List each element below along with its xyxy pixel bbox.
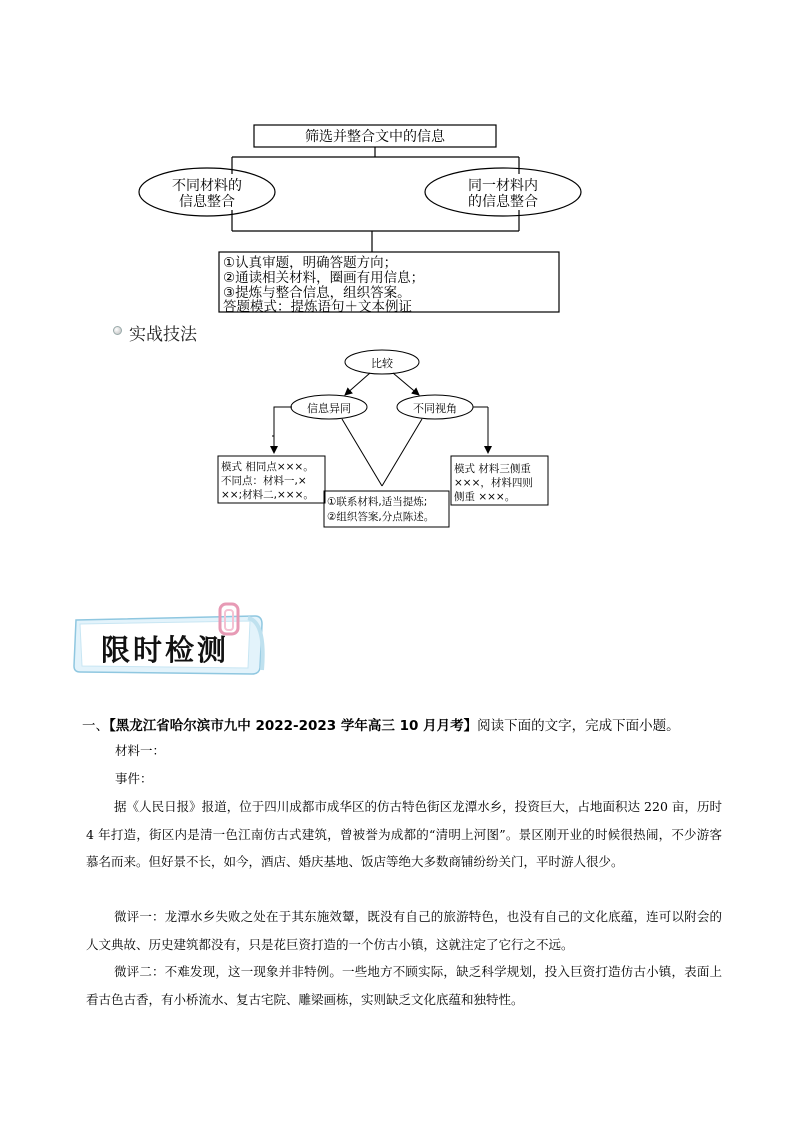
diagram2-right-box-line-1: 模式 材料三侧重 [454, 463, 531, 475]
bullet-icon [113, 326, 122, 335]
diagram1-right-text-1: 同一材料内 [468, 178, 538, 194]
diagram2-middle-box-line-2: ②组织答案,分点陈述。 [327, 511, 435, 523]
comment-two-paragraph: 微评二：不难发现，这一现象并非特例。一些地方不顾实际，缺乏科学规划，投入巨资打造仿古小镇，表面上看古色古香，有小桥流水、复古宅院、雕梁画栋，实则缺乏文化底蕴和独特性。 [86, 964, 722, 1007]
diagram1-step-2: ②通读相关材料，圈画有用信息； [223, 270, 425, 286]
diagram1-left-text-2: 信息整合 [179, 194, 235, 210]
diagram2-middle-box-line-1: ①联系材料,适当提炼; [327, 496, 428, 508]
event-label: 事件： [115, 771, 153, 786]
diagram2-left-text: 信息异同 [307, 402, 351, 415]
diagram2-left-box-line-2: 不同点：材料一,× [221, 475, 307, 487]
question-number: 一、 [82, 718, 109, 734]
banner-title: 限时检测 [101, 633, 230, 667]
material-label: 材料一： [115, 743, 166, 758]
diagram1-top-text: 筛选并整合文中的信息 [305, 129, 445, 145]
section-title: 实战技法 [129, 325, 197, 345]
diagram1-right-text-2: 的信息整合 [468, 194, 538, 210]
diagram1-left-text-1: 不同材料的 [172, 178, 242, 194]
diagram2-right-text: 不同视角 [413, 402, 457, 415]
question-instruction: 阅读下面的文字，完成下面小题。 [477, 718, 680, 734]
diagram1-step-3: ③提炼与整合信息，组织答案。 [223, 285, 411, 301]
diagram2-left-box-line-1: 模式 相同点×××。 [221, 461, 314, 473]
diagram2-right-box-line-2: ×××，材料四则 [454, 477, 533, 489]
news-paragraph: 据《人民日报》报道，位于四川成都市成华区的仿古特色街区龙潭水乡，投资巨大，占地面积达 220 亩，历时 4 年打造，街区内是清一色江南仿古式建筑，曾被誉为成都的“清明上河图”。景区刚开业的时候很热闹，不少游客慕名而来。但好景不长，如今，酒店、婚庆基地、饭店等绝大多数商铺纷纷关门，平时游人很少。 [86, 799, 722, 869]
diagram1-step-1: ①认真审题，明确答题方向； [223, 255, 398, 271]
question-source: 【黑龙江省哈尔滨市九中 2022-2023 学年高三 10 月月考】 [109, 718, 478, 734]
question-header [82, 714, 680, 734]
diagram2-top-text: 比较 [371, 357, 393, 370]
diagram2-right-box-line-3: 侧重 ×××。 [454, 491, 516, 503]
diagram2-left-box-line-3: ××;材料二,×××。 [221, 489, 314, 501]
comment-one-paragraph: 微评一：龙潭水乡失败之处在于其东施效颦，既没有自己的旅游特色，也没有自己的文化底蕴，连可以附会的人文典故、历史建筑都没有，只是花巨资打造的一个仿古小镇，这就注定了它行之不远。 [86, 909, 722, 952]
diagram-info-integration [0, 0, 794, 330]
diagram1-answer-mode: 答题模式：提炼语句＋文本例证 [223, 299, 412, 315]
diagram-comparison [0, 340, 794, 540]
